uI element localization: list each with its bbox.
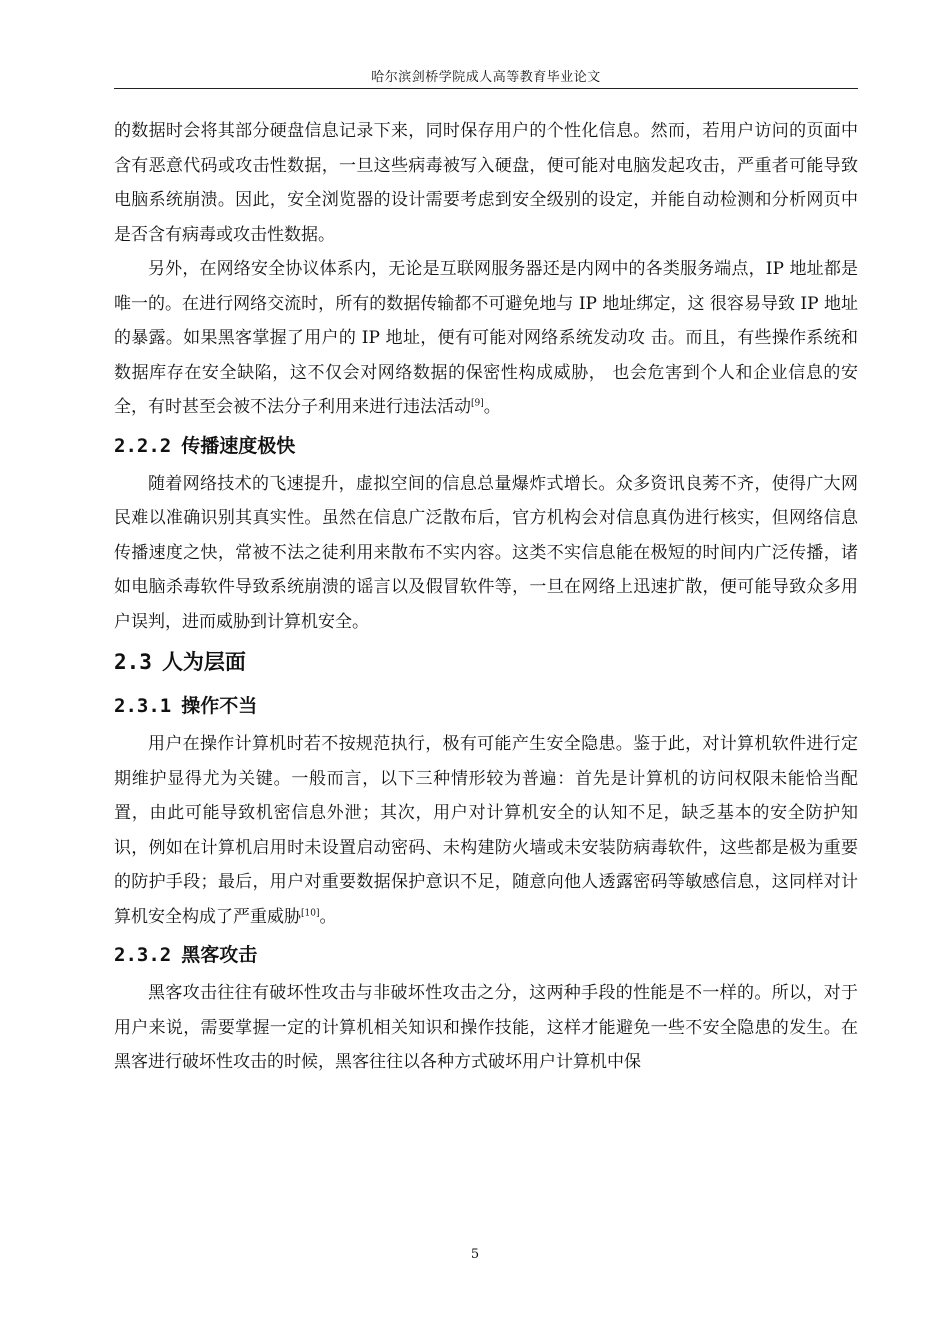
section-title: 人为层面 [161,650,246,674]
citation-10: [10] [301,907,320,918]
document-body [114,114,858,1080]
paragraph-ip-address [114,252,858,425]
paragraph-end: 。 [319,906,337,927]
section-title: 传播速度极快 [181,434,296,457]
section-heading-2-3-1 [114,685,858,727]
page-number: 5 [470,1247,480,1262]
section-number: 2.3.2 [114,944,172,966]
section-number: 2.2.2 [114,434,172,457]
paragraph-improper-operation [114,727,858,934]
section-title: 黑客攻击 [181,944,258,966]
section-number: 2.3.1 [114,695,172,717]
header-divider [114,88,858,89]
running-header: 哈尔滨剑桥学院成人高等教育毕业论文 [371,70,601,85]
paragraph-end: 。 [483,397,501,417]
paragraph-text: 另外，在网络安全协议体系内，无论是互联网服务器还是内网中的各类服务端点，IP 地址都是唯一的。在进行网络交流时，所有的数据传输都不可避免地与 IP 地址绑定，这 很容易导致 IP 地址的暴露。如果黑客掌握了用户的 IP 地址，便有可能对网络系统发动攻 击。而且，有些操作系统和数据库存在安全缺陷，这不仅会对网络数据的保密性构成威胁， 也会危害到个人和企业信息的安全，有时甚至会被不法分子利用来进行违法活动 [114,259,858,417]
section-heading-2-2-2 [114,425,858,467]
paragraph-hacker-attack: 黑客攻击往往有破坏性攻击与非破坏性攻击之分，这两种手段的性能是不一样的。所以，对于用户来说，需要掌握一定的计算机相关知识和操作技能，这样才能避免一些不安全隐患的发生。在黑客进行破坏性攻击的时候，黑客往往以各种方式破坏用户计算机中保 [114,983,858,1072]
paragraph-text: 用户在操作计算机时若不按规范执行，极有可能产生安全隐患。鉴于此，对计算机软件进行定期维护显得尤为关键。一般而言，以下三种情形较为普遍：首先是计算机的访问权限未能恰当配置，由此可能导致机密信息外泄；其次，用户对计算机安全的认知不足，缺乏基本的安全防护知识，例如在计算机启用时未设置启动密码、未构建防火墙或未安装防病毒软件，这些都是极为重要的防护手段；最后，用户对重要数据保护意识不足，随意向他人透露密码等敏感信息，这同样对计算机安全构成了严重威胁 [114,734,858,927]
citation-9: [9] [471,398,484,409]
section-heading-2-3 [114,639,858,685]
paragraph-continued: 的数据时会将其部分硬盘信息记录下来，同时保存用户的个性化信息。然而，若用户访问的页面中含有恶意代码或攻击性数据，一旦这些病毒被写入硬盘，便可能对电脑发起攻击，严重者可能导致电脑系统崩溃。因此，安全浏览器的设计需要考虑到安全级别的设定，并能自动检测和分析网页中是否含有病毒或攻击性数据。 [114,121,858,245]
paragraph-spread-speed: 随着网络技术的飞速提升，虚拟空间的信息总量爆炸式增长。众多资讯良莠不齐，使得广大网民难以准确识别其真实性。虽然在信息广泛散布后，官方机构会对信息真伪进行核实，但网络信息传播速度之快，常被不法之徒利用来散布不实内容。这类不实信息能在极短的时间内广泛传播，诸如电脑杀毒软件导致系统崩溃的谣言以及假冒软件等，一旦在网络上迅速扩散，便可能导致众多用户误判，进而威胁到计算机安全。 [114,473,858,632]
section-heading-2-3-2 [114,934,858,976]
section-number: 2.3 [114,650,152,674]
section-title: 操作不当 [181,695,258,717]
